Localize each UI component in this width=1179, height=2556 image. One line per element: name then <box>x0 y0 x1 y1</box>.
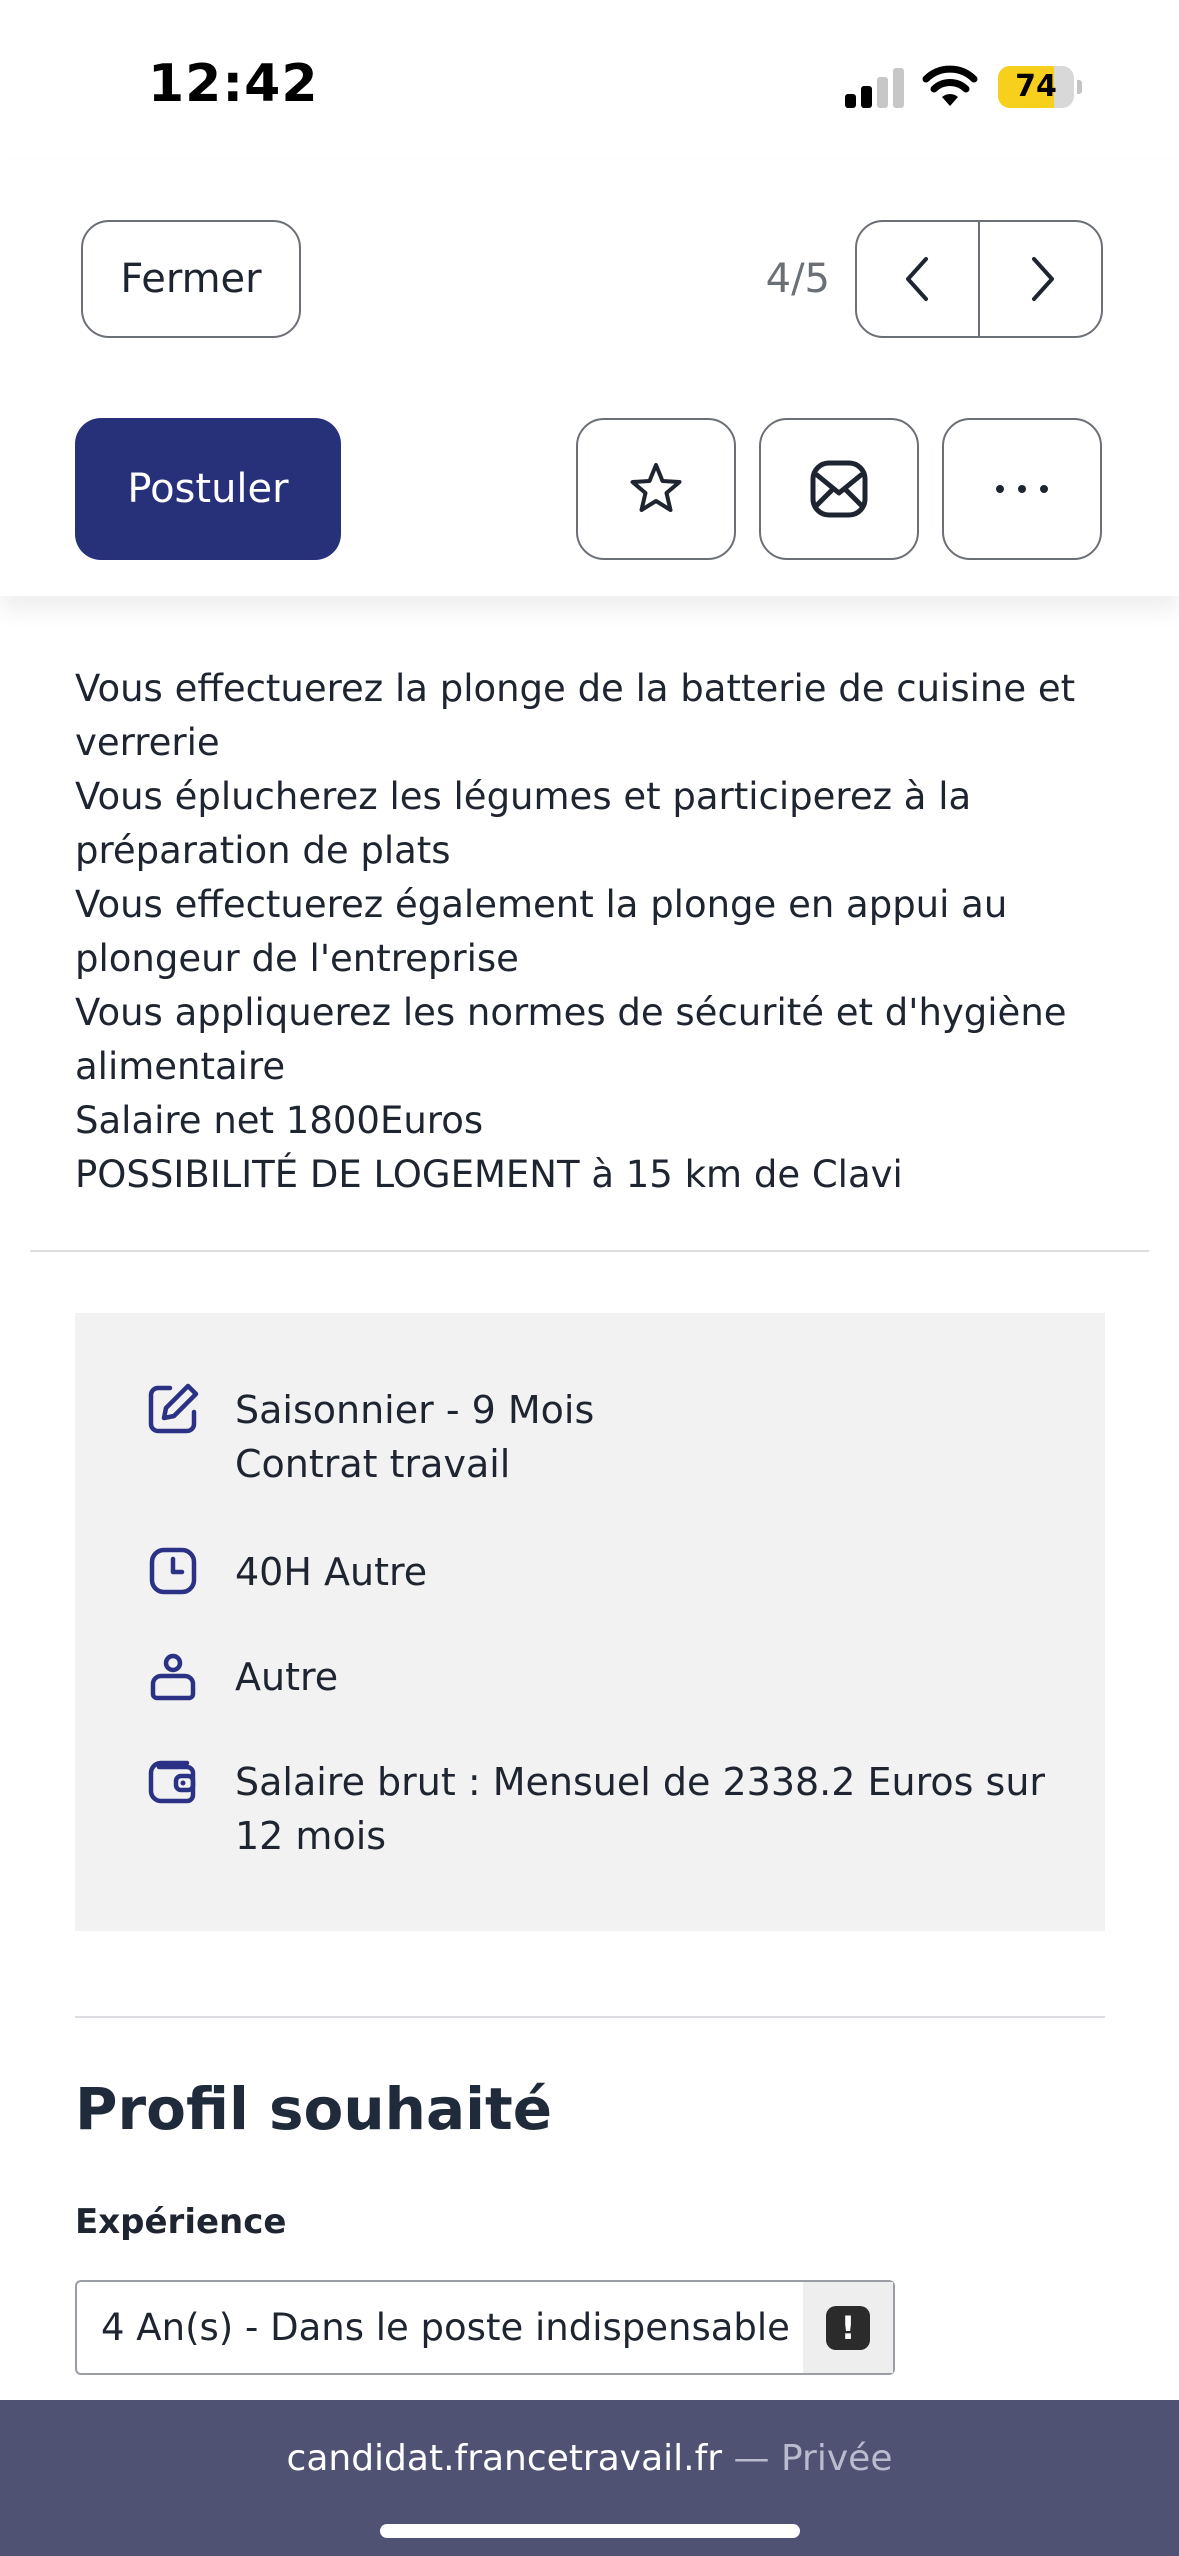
working-hours: 40H Autre <box>235 1550 428 1594</box>
experience-label: Expérience <box>75 2202 287 2242</box>
position-level: Autre <box>235 1655 339 1699</box>
person-icon <box>143 1646 203 1706</box>
offer-description <box>75 662 1115 1202</box>
exclamation-icon: ! <box>826 2306 870 2350</box>
private-mode-label: — Privée <box>722 2438 893 2479</box>
more-options-button[interactable] <box>942 418 1102 560</box>
description-line: plongeur de l'entreprise <box>75 937 519 980</box>
description-line: préparation de plats <box>75 829 451 872</box>
pager-indicator: 4/5 <box>765 256 830 302</box>
mail-icon <box>808 458 870 520</box>
description-line: Vous effectuerez la plonge de la batterie de cuisine et <box>75 667 1076 710</box>
share-by-email-button[interactable] <box>759 418 919 560</box>
url: candidat.francetravail.fr <box>286 2438 723 2479</box>
cellular-signal-icon <box>845 66 907 108</box>
description-line: Vous éplucherez les légumes et participerez à la <box>75 775 972 818</box>
favorite-button[interactable] <box>576 418 736 560</box>
offer-header <box>0 160 1179 596</box>
divider <box>30 1250 1149 1252</box>
previous-offer-button[interactable] <box>857 222 980 336</box>
wallet-icon <box>143 1751 203 1811</box>
description-line: Vous effectuerez également la plonge en appui au <box>75 883 1008 926</box>
description-line: Salaire net 1800Euros <box>75 1099 484 1142</box>
clock-icon <box>143 1541 203 1601</box>
divider <box>75 2016 1105 2018</box>
description-line: Vous appliquerez les normes de sécurité et d'hygiène <box>75 991 1067 1034</box>
edit-icon <box>143 1379 203 1439</box>
chevron-left-icon <box>898 253 938 305</box>
contract-kind: Contrat travail <box>235 1442 511 1486</box>
battery-icon <box>998 66 1082 108</box>
experience-value: 4 An(s) - Dans le poste indispensable <box>101 2306 790 2349</box>
status-bar <box>0 0 1179 160</box>
profile-section-title: Profil souhaité <box>75 2075 553 2143</box>
browser-address-bar[interactable] <box>0 2400 1179 2556</box>
address-text[interactable] <box>0 2438 1179 2479</box>
salary-duration: 12 mois <box>235 1814 387 1858</box>
description-line: POSSIBILITÉ DE LOGEMENT à 15 km de Clavi <box>75 1153 903 1196</box>
next-offer-button[interactable] <box>980 222 1103 336</box>
description-line: alimentaire <box>75 1045 286 1088</box>
more-icon <box>992 483 1052 495</box>
required-indicator <box>803 2282 893 2373</box>
close-button[interactable]: Fermer <box>81 220 301 338</box>
wifi-icon <box>922 64 978 108</box>
experience-tag <box>75 2280 895 2375</box>
contract-type: Saisonnier - 9 Mois <box>235 1388 595 1432</box>
pager-controls <box>855 220 1103 338</box>
offer-summary-box <box>75 1313 1105 1931</box>
home-indicator[interactable] <box>380 2524 800 2538</box>
chevron-right-icon <box>1022 253 1062 305</box>
star-icon <box>626 459 686 519</box>
battery-level: 74 <box>1015 69 1057 104</box>
status-time: 12:42 <box>148 54 319 114</box>
salary-text: Salaire brut : Mensuel de 2338.2 Euros sur <box>235 1760 1046 1804</box>
description-line: verrerie <box>75 721 220 764</box>
apply-button[interactable]: Postuler <box>75 418 341 560</box>
